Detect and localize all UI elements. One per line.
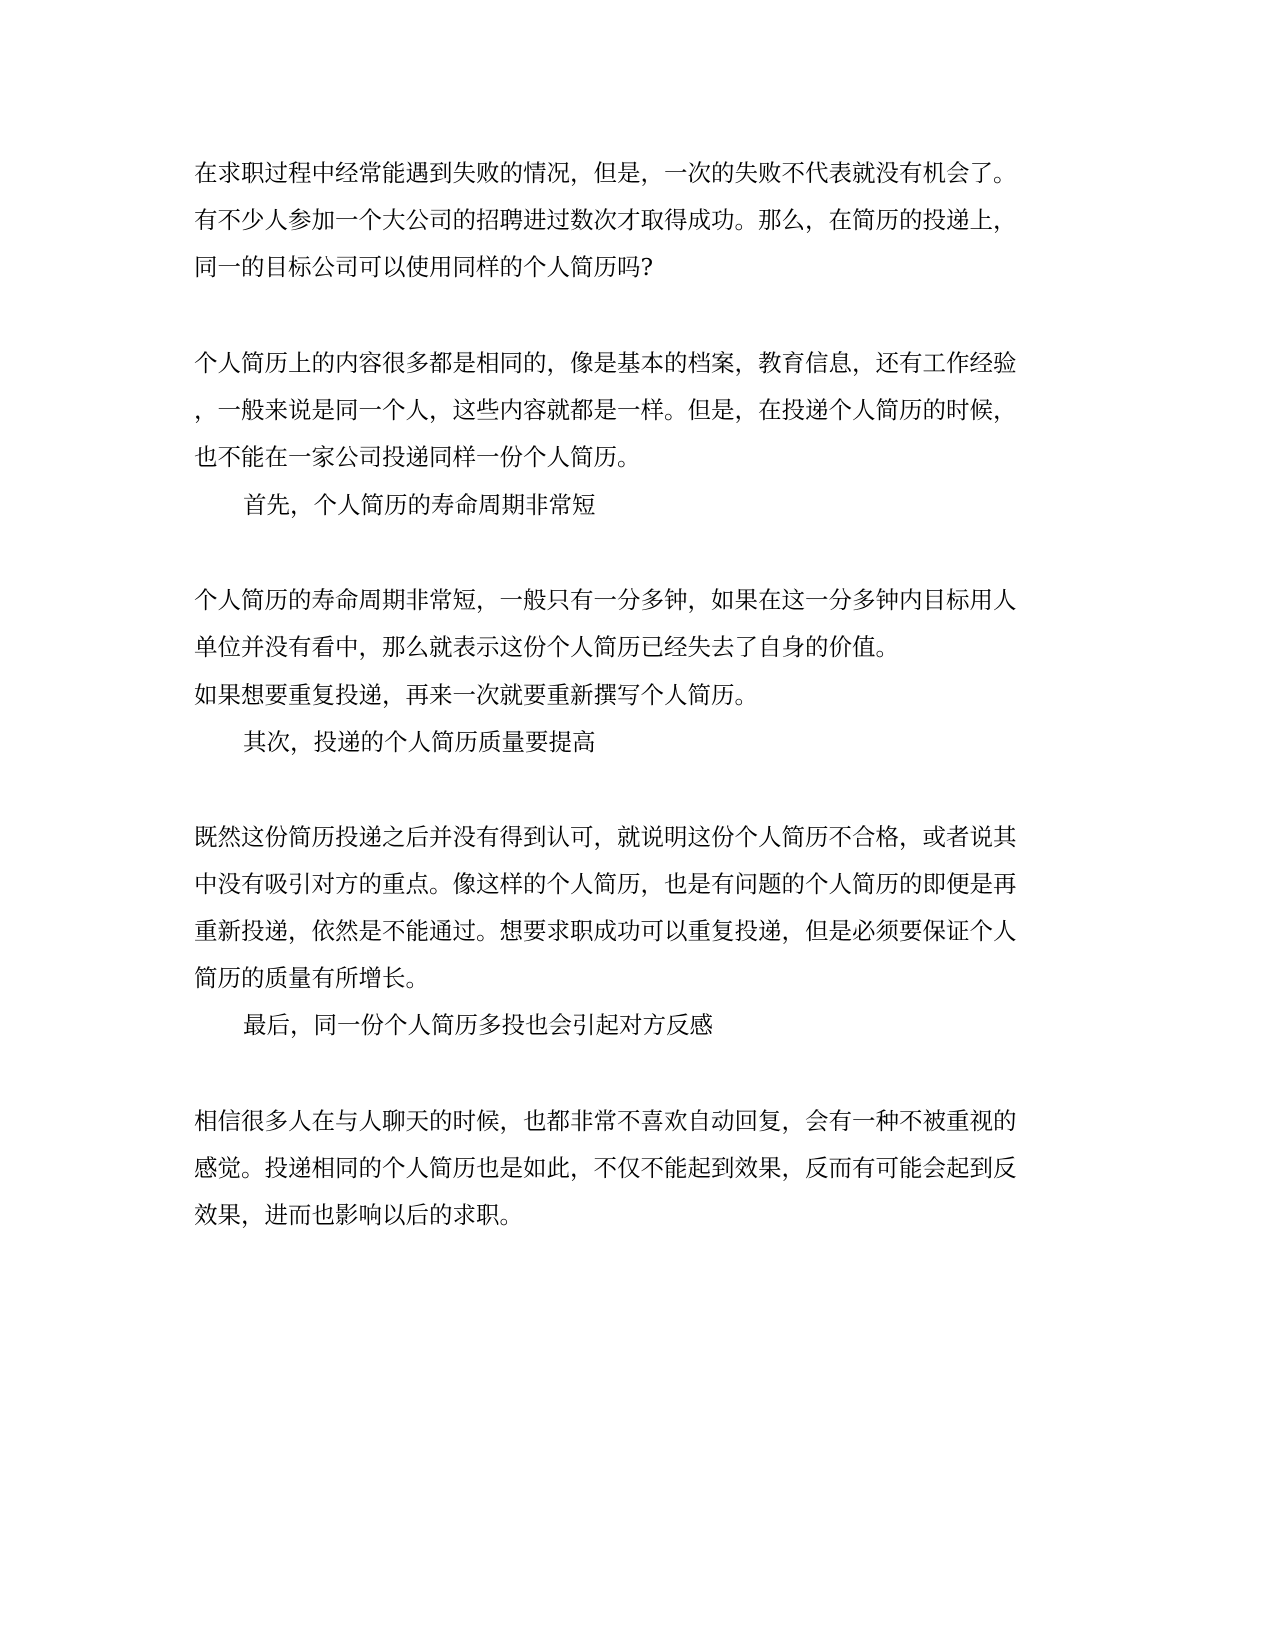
paragraph-4-line-2: 中没有吸引对方的重点。像这样的个人简历，也是有问题的个人简历的即便是再 <box>194 870 1017 898</box>
paragraph-5-line-2: 感觉。投递相同的个人简历也是如此，不仅不能起到效果，反而有可能会起到反 <box>194 1154 1017 1182</box>
paragraph-3-line-3: 如果想要重复投递，再来一次就要重新撰写个人简历。 <box>194 681 758 709</box>
paragraph-2-line-1: 个人简历上的内容很多都是相同的，像是基本的档案，教育信息，还有工作经验 <box>194 349 1017 377</box>
section-heading-first: 首先，个人简历的寿命周期非常短 <box>243 491 596 519</box>
paragraph-4-line-4: 简历的质量有所增长。 <box>194 964 429 992</box>
paragraph-5-line-3: 效果，进而也影响以后的求职。 <box>194 1201 523 1229</box>
paragraph-3-line-2: 单位并没有看中，那么就表示这份个人简历已经失去了自身的价值。 <box>194 633 899 661</box>
paragraph-4-line-3: 重新投递，依然是不能通过。想要求职成功可以重复投递，但是必须要保证个人 <box>194 917 1017 945</box>
paragraph-3-line-1: 个人简历的寿命周期非常短，一般只有一分多钟，如果在这一分多钟内目标用人 <box>194 586 1017 614</box>
paragraph-1-line-3: 同一的目标公司可以使用同样的个人简历吗? <box>194 253 654 281</box>
paragraph-2-line-2: ，一般来说是同一个人，这些内容就都是一样。但是，在投递个人简历的时候， <box>194 396 1017 424</box>
section-heading-second: 其次，投递的个人简历质量要提高 <box>243 728 596 756</box>
paragraph-1-line-2: 有不少人参加一个大公司的招聘进过数次才取得成功。那么，在简历的投递上， <box>194 206 1017 234</box>
paragraph-4-line-1: 既然这份简历投递之后并没有得到认可，就说明这份个人简历不合格，或者说其 <box>194 823 1017 851</box>
paragraph-5-line-1: 相信很多人在与人聊天的时候，也都非常不喜欢自动回复，会有一种不被重视的 <box>194 1107 1017 1135</box>
paragraph-2-line-3: 也不能在一家公司投递同样一份个人简历。 <box>194 443 641 471</box>
paragraph-1-line-1: 在求职过程中经常能遇到失败的情况，但是，一次的失败不代表就没有机会了。 <box>194 159 1017 187</box>
section-heading-last: 最后，同一份个人简历多投也会引起对方反感 <box>243 1011 713 1039</box>
